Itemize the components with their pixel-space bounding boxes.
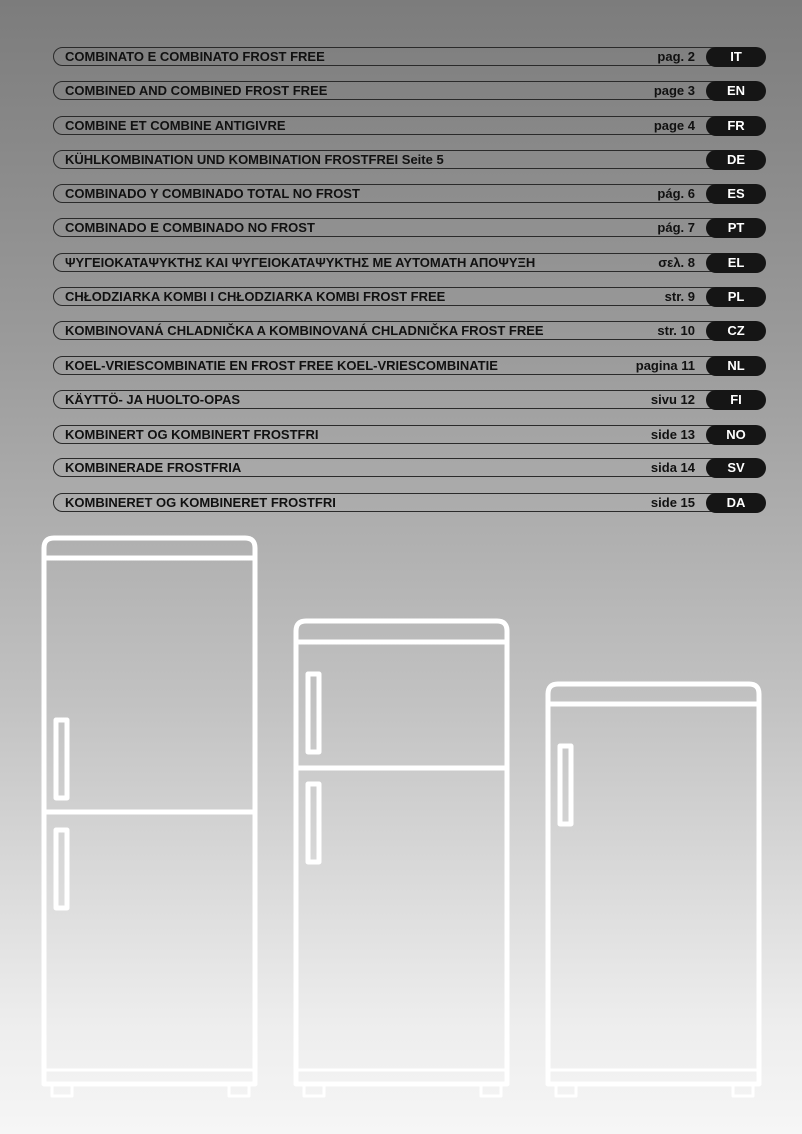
row-page: side 15 <box>650 495 695 510</box>
language-code-badge: IT <box>706 47 766 67</box>
language-code-badge: EN <box>706 81 766 101</box>
row-page: pagina 11 <box>635 358 695 373</box>
medium-combi-fridge-illustration <box>296 621 507 1096</box>
row-page: page 4 <box>653 118 695 133</box>
language-code-badge: DA <box>706 493 766 513</box>
row-title: COMBINADO Y COMBINADO TOTAL NO FROST <box>65 186 360 201</box>
row-title: KOMBINOVANÁ CHLADNIČKA A KOMBINOVANÁ CHLADNIČKA FROST FREE <box>65 323 544 338</box>
row-title: COMBINED AND COMBINED FROST FREE <box>65 83 328 98</box>
row-page: pag. 2 <box>657 49 695 64</box>
language-code-badge: FR <box>706 116 766 136</box>
row-page: σελ. 8 <box>658 255 695 270</box>
row-title: ΨΥΓΕΙΟΚΑΤΑΨΥΚΤΗΣ ΚΑΙ ΨΥΓΕΙΟΚΑΤΑΨΥΚΤΗΣ ΜΕ ΑΥΤΟΜΑΤΗ ΑΠΟΨΥΞΗ <box>65 255 536 270</box>
language-code-badge: PL <box>706 287 766 307</box>
row-title: COMBINE ET COMBINE ANTIGIVRE <box>65 118 286 133</box>
language-code-badge: FI <box>706 390 766 410</box>
row-title: KÄYTTÖ- JA HUOLTO-OPAS <box>65 392 241 407</box>
row-page: pág. 7 <box>657 220 695 235</box>
single-door-fridge-illustration <box>548 684 759 1096</box>
language-code-badge: CZ <box>706 321 766 341</box>
language-code-badge: PT <box>706 218 766 238</box>
row-page: sida 14 <box>650 460 695 475</box>
row-title: COMBINADO E COMBINADO NO FROST <box>65 220 315 235</box>
row-title: KOMBINERET OG KOMBINERET FROSTFRI <box>65 495 336 510</box>
row-page: sivu 12 <box>650 392 695 407</box>
row-page: pág. 6 <box>657 186 695 201</box>
row-title: COMBINATO E COMBINATO FROST FREE <box>65 49 325 64</box>
row-page: str. 9 <box>664 289 695 304</box>
row-page: side 13 <box>650 427 695 442</box>
language-code-badge: NL <box>706 356 766 376</box>
row-title: KÜHLKOMBINATION UND KOMBINATION FROSTFREI Seite 5 <box>65 152 444 167</box>
row-page: str. 10 <box>657 323 695 338</box>
language-code-badge: NO <box>706 425 766 445</box>
language-code-badge: ES <box>706 184 766 204</box>
language-code-badge: EL <box>706 253 766 273</box>
language-code-badge: DE <box>706 150 766 170</box>
language-code-badge: SV <box>706 458 766 478</box>
row-title: KOMBINERADE FROSTFRIA <box>65 460 242 475</box>
row-page: page 3 <box>653 83 695 98</box>
row-title: KOMBINERT OG KOMBINERT FROSTFRI <box>65 427 319 442</box>
tall-combi-fridge-illustration <box>44 538 255 1096</box>
row-title: KOEL-VRIESCOMBINATIE EN FROST FREE KOEL-VRIESCOMBINATIE <box>65 358 498 373</box>
row-title: CHŁODZIARKA KOMBI I CHŁODZIARKA KOMBI FROST FREE <box>65 289 446 304</box>
